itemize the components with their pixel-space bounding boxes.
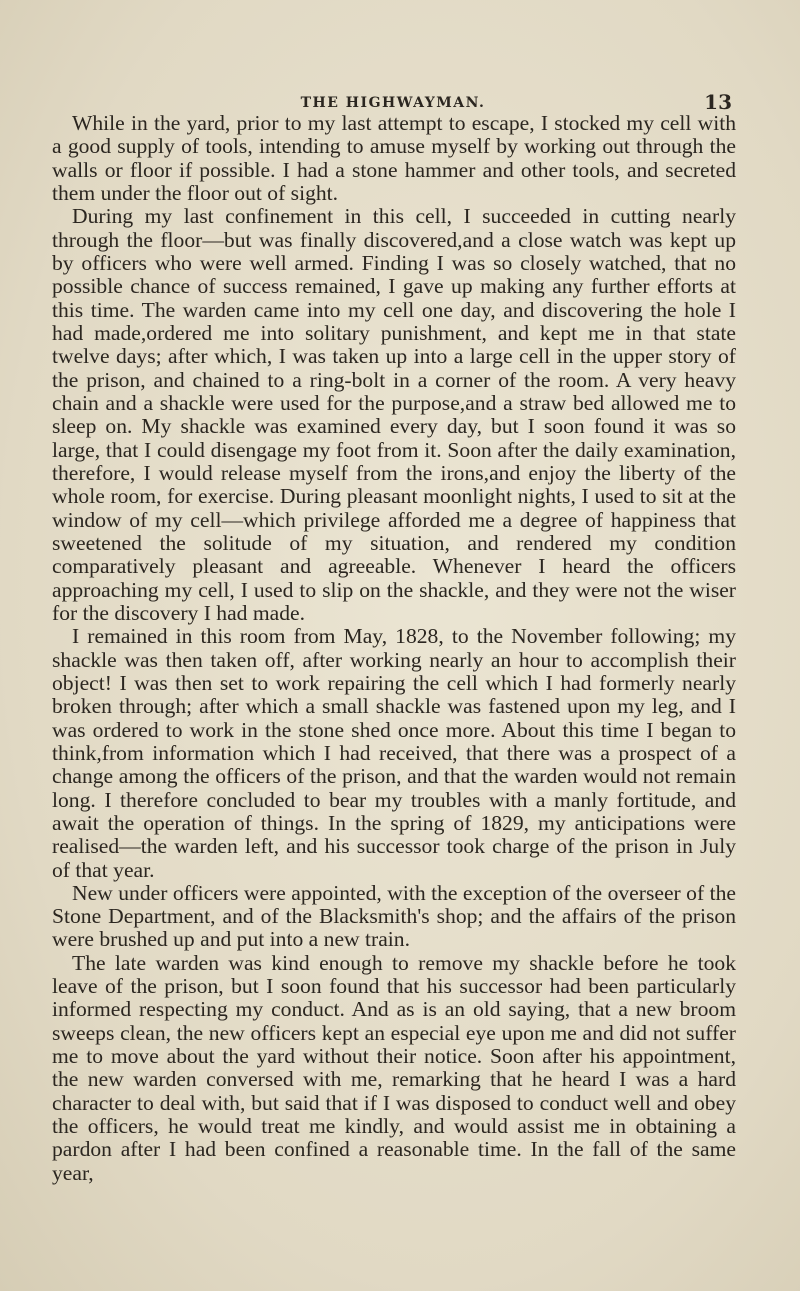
paragraph: The late warden was kind enough to remove my shackle before he took leave of the prison, but I soon found that his successor had been particularly informed respecting my conduct. And as is an old saying, that a new broom sweeps clean, the new officers kept an especial eye upon me and did not suffer me to move about the yard without their notice. Soon after his appointment, the new warden conversed with me, remarking that he heard I was a hard character to deal with, but said that if I was disposed to conduct well and obey the officers, he would treat me kindly, and would assist me in obtaining a pardon after I had been confined a reasonable time. In the fall of the same year, — [52, 950, 736, 1185]
body-text — [52, 112, 736, 1185]
paragraph: While in the yard, prior to my last attempt to escape, I stocked my cell with a good supply of tools, intending to amuse myself by working out through the walls or floor if possible. I had a stone hammer and other tools, and secreted them under the floor out of sight. — [52, 111, 736, 205]
paragraph: I remained in this room from May, 1828, to the November following; my shackle was then taken off, after working nearly an hour to accomplish their object! I was then set to work repairing the cell which I had formerly nearly broken through; after which a small shackle was fastened upon my leg, and I was ordered to work in the stone shed once more. About this time I began to think,from information which I had received, that there was a prospect of a change among the officers of the prison, and that the warden would not remain long. I therefore concluded to bear my troubles with a manly fortitude, and await the operation of things. In the spring of 1829, my anticipations were realised—the warden left, and his successor took charge of the prison in July of that year. — [52, 624, 736, 882]
running-title: THE HIGHWAYMAN. — [300, 95, 486, 111]
paragraph: New under officers were appointed, with the exception of the overseer of the Stone Department, and of the Blacksmith's shop; and the affairs of the prison were brushed up and put into a new train. — [52, 880, 736, 952]
paragraph: During my last confinement in this cell, I succeeded in cutting nearly through the floor—but was finally discovered,and a close watch was kept up by officers who were well armed. Finding I was so closely watched, that no possible chance of success remained, I gave up making any further efforts at this time. The warden came into my cell one day, and discovering the hole I had made,ordered me into solitary punishment, and kept me in that state twelve days; after which, I was taken up into a large cell in the upper story of the prison, and chained to a ring-bolt in a corner of the room. A very heavy chain and a shackle were used for the purpose,and a straw bed allowed me to sleep on. My shackle was examined every day, but I soon found it was so large, that I could disengage my foot from it. Soon after the daily examination, therefore, I would release myself from the irons,and enjoy the liberty of the whole room, for exercise. During pleasant moonlight nights, I used to sit at the window of my cell—which privilege afforded me a degree of happiness that sweetened the solitude of my situation, and rendered my condition comparatively pleasant and agreeable. Whenever I heard the officers approaching my cell, I used to slip on the shackle, and they were not the wiser for the discovery I had made. — [52, 204, 736, 625]
page-number: 13 — [704, 90, 732, 114]
